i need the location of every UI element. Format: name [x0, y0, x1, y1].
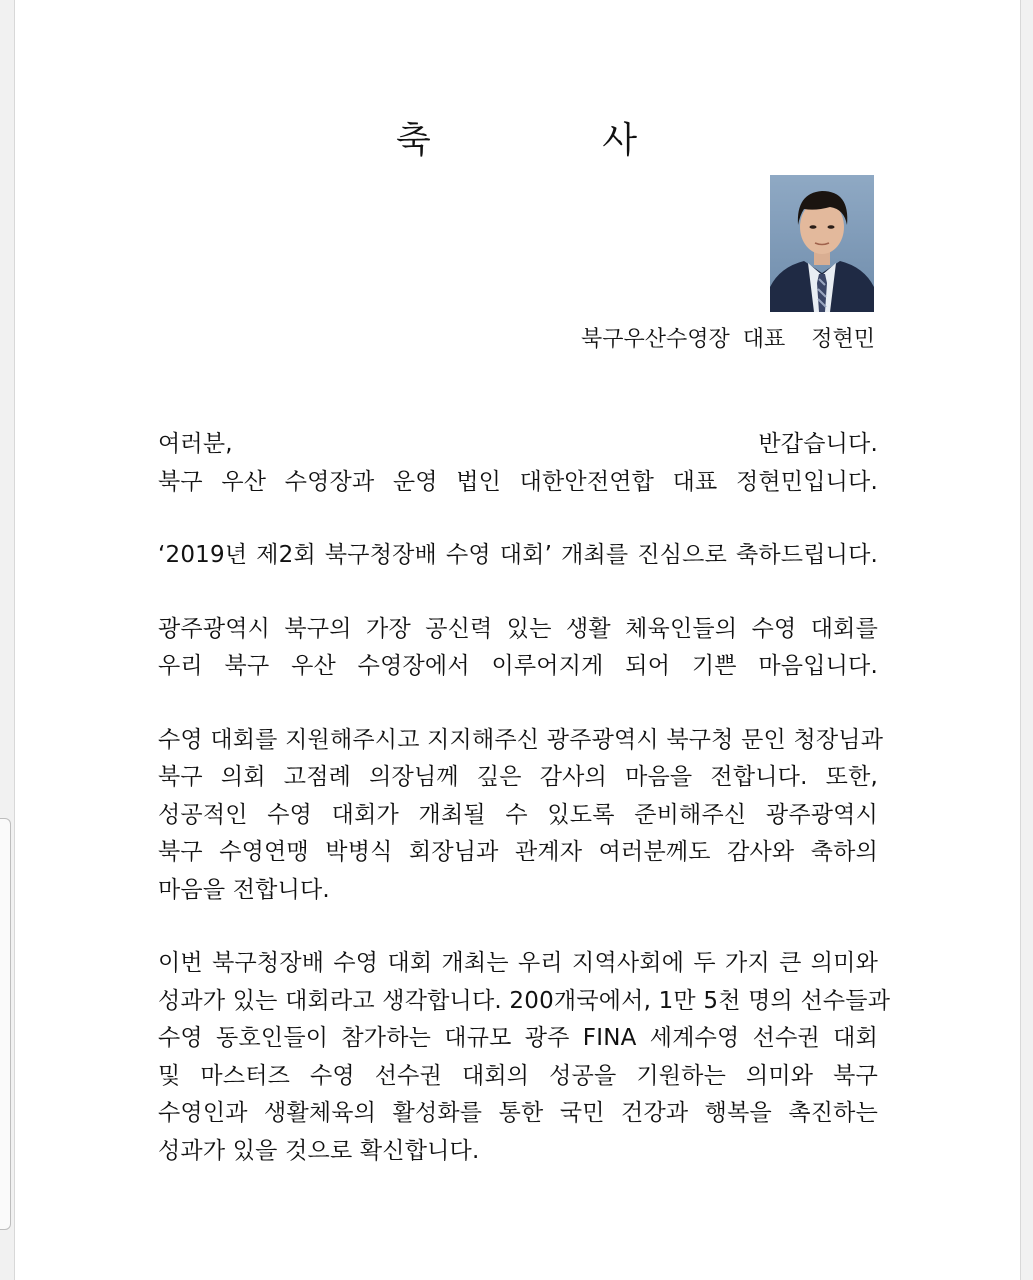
document-title: 축 사	[396, 120, 717, 161]
paragraph-4-line-1: 수영 대회를 지원해주시고 지지해주신 광주광역시 북구청 문인 청장님과	[158, 726, 884, 753]
paragraph-4-line-3: 성공적인 수영 대회가 개최될 수 있도록 준비해주신 광주광역시	[158, 801, 878, 828]
portrait-photo	[770, 175, 874, 312]
paragraph-4-line-4: 북구 수영연맹 박병식 회장님과 관계자 여러분께도 감사와 축하의	[158, 839, 878, 865]
paragraph-3-line-2: 우리 북구 우산 수영장에서 이루어지게 되어 기쁜 마음입니다.	[158, 653, 878, 679]
body-text	[158, 426, 891, 1170]
page-edge-tab[interactable]	[0, 818, 11, 1230]
signature-line: 북구우산수영장 대표 정현민	[580, 327, 875, 352]
paragraph-2-line-1: ‘2019년 제2회 북구청장배 수영 대회’ 개최를 진심으로 축하드립니다.	[158, 542, 878, 568]
paragraph-4-line-5: 마음을 전합니다.	[158, 876, 330, 903]
paragraph-5-line-6: 성과가 있을 것으로 확신합니다.	[158, 1137, 480, 1164]
paragraph-1-line-2: 북구 우산 수영장과 운영 법인 대한안전연합 대표 정현민입니다.	[158, 468, 878, 495]
paragraph-5-line-5: 수영인과 생활체육의 활성화를 통한 국민 건강과 행복을 촉진하는	[158, 1100, 878, 1126]
paragraph-1-line-1: 여러분, 반갑습니다.	[158, 431, 878, 457]
paragraph-5-line-2: 성과가 있는 대회라고 생각합니다. 200개국에서, 1만 5천 명의 선수들과	[158, 987, 891, 1014]
paragraph-4-line-2: 북구 의회 고점례 의장님께 깊은 감사의 마음을 전합니다. 또한,	[158, 764, 878, 790]
paragraph-5-line-4: 및 마스터즈 수영 선수권 대회의 성공을 기원하는 의미와 북구	[158, 1062, 878, 1089]
paragraph-3-line-1: 광주광역시 북구의 가장 공신력 있는 생활 체육인들의 수영 대회를	[158, 615, 878, 642]
paragraph-5-line-3: 수영 동호인들이 참가하는 대규모 광주 FINA 세계수영 선수권 대회	[158, 1025, 878, 1051]
paragraph-5-line-1: 이번 북구청장배 수영 대회 개최는 우리 지역사회에 두 가지 큰 의미와	[158, 950, 878, 976]
